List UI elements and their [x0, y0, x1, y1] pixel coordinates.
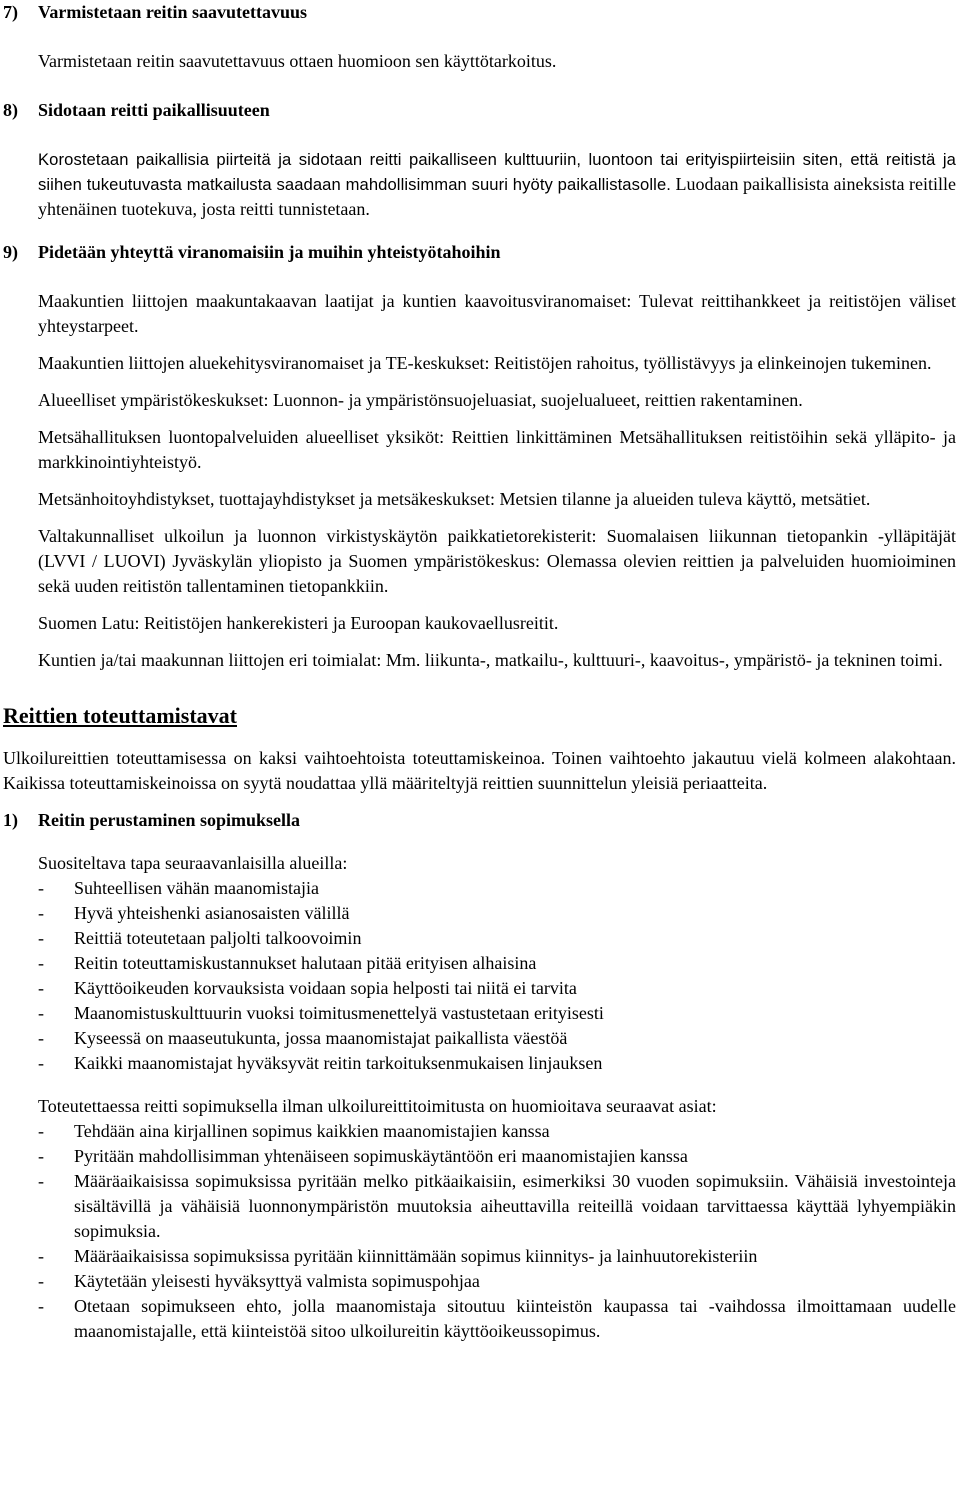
- section-9-paragraph: Suomen Latu: Reitistöjen hankerekisteri ja Euroopan kaukovaellusreitit.: [38, 613, 559, 633]
- list-item-text: Kyseessä on maaseutukunta, jossa maanomistajat paikallista väestöä: [74, 1028, 568, 1048]
- dash-mark: -: [38, 928, 44, 948]
- list-item-text: Käyttöoikeuden korvauksista voidaan sopia helposti tai niitä ei tarvita: [74, 978, 577, 998]
- list-item-text: Maanomistuskulttuurin vuoksi toimitusmenettelyä vastustetaan erityisesti: [74, 1003, 604, 1023]
- dash-mark: -: [38, 1121, 44, 1141]
- section-9-paragraph: Valtakunnalliset ulkoilun ja luonnon virkistyskäytön paikkatietorekisterit: Suomalaisen liikunnan tietopankin -ylläpitäjät (LVVI / LUOVI) Jyväskylän yliopisto ja Suomen ympäristökeskus: Olemassa olevien reittien ja palveluiden huomioiminen sekä uuden reitistön tallentaminen tietopankkiin.: [38, 526, 956, 596]
- list-item-text: Suhteellisen vähän maanomistajia: [74, 878, 319, 898]
- list-item-text: Otetaan sopimukseen ehto, jolla maanomistaja sitoutuu kiinteistön kaupassa tai -vaihdossa ilmoittamaan uudelle maanomistajalle, että kiinteistöä sitoo ulkoilureitin käyttöoikeussopimus.: [74, 1296, 956, 1341]
- list-item-text: Määräaikaisissa sopimuksissa pyritään kiinnittämään sopimus kiinnitys- ja lainhuutorekisteriin: [74, 1246, 758, 1266]
- section-9-heading: [0, 240, 960, 265]
- list-item-text: Hyvä yhteishenki asianosaisten välillä: [74, 903, 350, 923]
- list-item: [38, 926, 956, 951]
- notes-list: [0, 1119, 960, 1344]
- notes-intro: Toteutettaessa reitti sopimuksella ilman ulkoilureittitoimitusta on huomioitava seuraavat asiat:: [38, 1096, 717, 1116]
- section-8-text: [0, 147, 960, 222]
- list-item: [38, 1026, 956, 1051]
- list-item: [38, 951, 956, 976]
- dash-mark: -: [38, 1171, 44, 1191]
- dash-mark: -: [38, 878, 44, 898]
- recommended-list: [0, 876, 960, 1076]
- section-9-title: Pidetään yhteyttä viranomaisiin ja muihin yhteistyötahoihin: [38, 242, 501, 262]
- list-item-text: Reitin toteuttamiskustannukset halutaan pitää erityisen alhaisina: [74, 953, 537, 973]
- dash-mark: -: [38, 1146, 44, 1166]
- section-8-title: Sidotaan reitti paikallisuuteen: [38, 100, 270, 120]
- implementation-heading: Reittien toteuttamistavat: [3, 703, 237, 728]
- dash-mark: -: [38, 1003, 44, 1023]
- list-item-text: Tehdään aina kirjallinen sopimus kaikkien maanomistajien kanssa: [74, 1121, 550, 1141]
- section-9-paragraph: Metsänhoitoyhdistykset, tuottajayhdistykset ja metsäkeskukset: Metsien tilanne ja alueiden tuleva käyttö, metsätiet.: [38, 489, 871, 509]
- section-8-text-sans: Korostetaan paikallisia piirteitä ja sidotaan reitti paikalliseen kulttuuriin, luontoon tai erityispiirteisiin siten, että reitistä ja siihen tukeutuvasta matkailusta saadaan mahdollisimman suuri hyöty paikallistasolle.: [38, 150, 956, 194]
- section-7-heading: [0, 0, 960, 25]
- section-8-heading: [0, 98, 960, 123]
- section-7-number: 7): [3, 2, 18, 22]
- list-item: [38, 1051, 956, 1076]
- list-item: [38, 1144, 956, 1169]
- list-item-text: Kaikki maanomistajat hyväksyvät reitin tarkoituksenmukaisen linjauksen: [74, 1053, 603, 1073]
- section-7-text: Varmistetaan reitin saavutettavuus ottaen huomioon sen käyttötarkoitus.: [38, 51, 557, 71]
- list-item-text: Määräaikaisissa sopimuksissa pyritään melko pitkäaikaisiin, esimerkiksi 30 vuoden sopimuksiin. Vähäisiä investointeja sisältävillä ja vähäisiä luonnonympäristön muutoksia aiheuttavilla reiteillä voidaan tarvittaessa käyttää lyhyempiäkin sopimuksia.: [74, 1171, 956, 1241]
- dash-mark: -: [38, 1028, 44, 1048]
- subsection-1-title: Reitin perustaminen sopimuksella: [38, 810, 301, 830]
- section-9-paragraph: Maakuntien liittojen aluekehitysviranomaiset ja TE-keskukset: Reitistöjen rahoitus, työllistävyys ja elinkeinojen tukeminen.: [38, 353, 932, 373]
- list-item: [38, 1119, 956, 1144]
- list-item: [38, 1244, 956, 1269]
- section-9-number: 9): [3, 242, 18, 262]
- dash-mark: -: [38, 1246, 44, 1266]
- section-8-text-serif: Luodaan paikallisista aineksista reitille yhtenäinen tuotekuva, josta reitti tunnistetaan.: [38, 174, 956, 219]
- list-item: [38, 976, 956, 1001]
- section-8-number: 8): [3, 100, 18, 120]
- section-7-title: Varmistetaan reitin saavutettavuus: [38, 2, 307, 22]
- dash-mark: -: [38, 1296, 44, 1316]
- list-item-text: Käytetään yleisesti hyväksyttyä valmista sopimuspohjaa: [74, 1271, 480, 1291]
- dash-mark: -: [38, 978, 44, 998]
- list-item: [38, 876, 956, 901]
- subsection-1-number: 1): [3, 810, 18, 830]
- dash-mark: -: [38, 903, 44, 923]
- dash-mark: -: [38, 953, 44, 973]
- section-9-paragraph: Alueelliset ympäristökeskukset: Luonnon- ja ympäristönsuojeluasiat, suojelualueet, reittien rakentaminen.: [38, 390, 803, 410]
- dash-mark: -: [38, 1053, 44, 1073]
- list-item: [38, 901, 956, 926]
- subsection-1-heading: [0, 808, 960, 833]
- implementation-intro: Ulkoilureittien toteuttamisessa on kaksi vaihtoehtoista toteuttamiskeinoa. Toinen vaihtoehto jakautuu vielä kolmeen alakohtaan. Kaikissa toteuttamiskeinoissa on syytä noudattaa yllä määriteltyjä reittien suunnittelun yleisiä periaatteita.: [3, 748, 956, 793]
- list-item: [38, 1001, 956, 1026]
- section-9-paragraph: Metsähallituksen luontopalveluiden alueelliset yksiköt: Reittien linkittäminen Metsähallituksen reitistöihin sekä ylläpito- ja markkinointiyhteistyö.: [38, 427, 956, 472]
- list-item: [38, 1169, 956, 1244]
- list-item: [38, 1294, 956, 1344]
- list-item-text: Reittiä toteutetaan paljolti talkoovoimin: [74, 928, 362, 948]
- list-item-text: Pyritään mahdollisimman yhtenäiseen sopimuskäytäntöön eri maanomistajien kanssa: [74, 1146, 688, 1166]
- section-9-paragraph: Kuntien ja/tai maakunnan liittojen eri toimialat: Mm. liikunta-, matkailu-, kulttuuri-, kaavoitus-, ympäristö- ja tekninen toimi.: [38, 650, 943, 670]
- section-9-paragraph: Maakuntien liittojen maakuntakaavan laatijat ja kuntien kaavoitusviranomaiset: Tulevat reittihankkeet ja reitistöjen väliset yhteystarpeet.: [38, 291, 956, 336]
- list-item: [38, 1269, 956, 1294]
- dash-mark: -: [38, 1271, 44, 1291]
- recommended-intro: Suositeltava tapa seuraavanlaisilla alueilla:: [38, 853, 348, 873]
